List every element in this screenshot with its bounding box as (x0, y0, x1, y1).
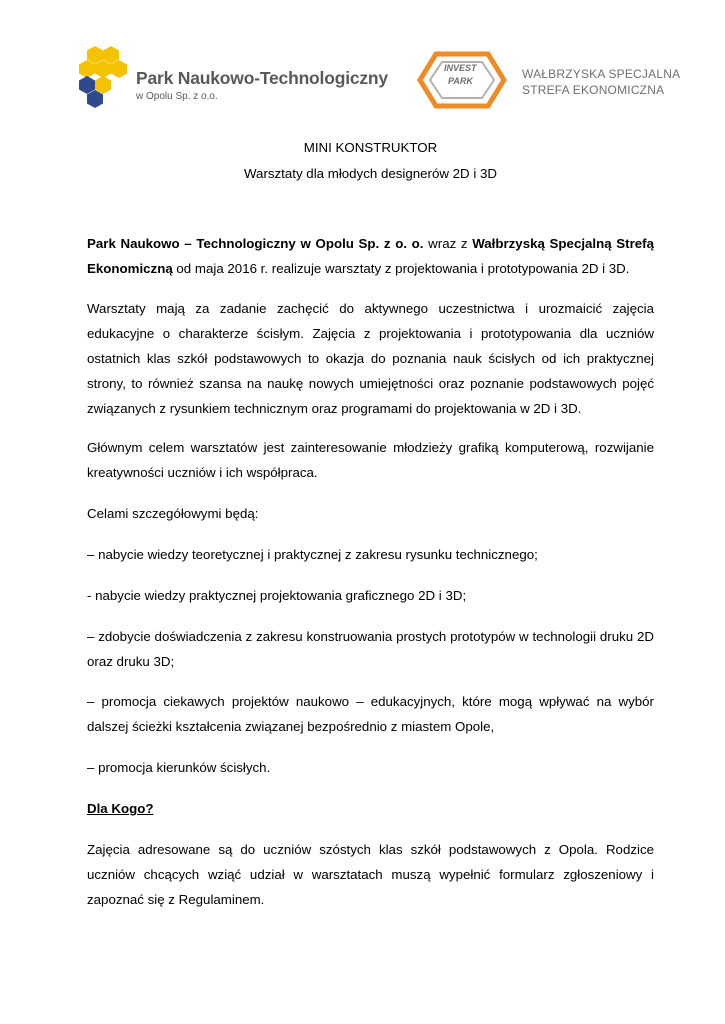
intro-rest: od maja 2016 r. realizuje warsztaty z projektowania i prototypowania 2D i 3D. (172, 261, 630, 276)
wsse-logo-text (522, 66, 680, 98)
heading-dla-kogo: Dla Kogo? (87, 801, 154, 816)
goal-item: – zdobycie doświadczenia z zakresu konstruowania prostych prototypów w technologii druku 2D oraz druku 3D; (87, 629, 654, 669)
wsse-line1: WAŁBRZYSKA SPECJALNA (522, 67, 681, 81)
doc-title: MINI KONSTRUKTOR (303, 140, 438, 155)
paragraph-main-goal: Głównym celem warsztatów jest zainteresowanie młodzieży grafiką komputerową, rozwijanie kreatywności uczniów i ich współpraca. (87, 440, 654, 480)
goal-item: – nabycie wiedzy teoretycznej i praktycznej z zakresu rysunku technicznego; (87, 547, 538, 562)
honeycomb-logo-icon (76, 46, 132, 110)
pnt-name: Park Naukowo-Technologiczny (136, 68, 388, 88)
park-text: PARK (448, 76, 473, 86)
invest-text: INVEST (444, 63, 477, 73)
pnt-logo (76, 46, 388, 110)
pnt-subtitle: w Opolu Sp. z o.o. (136, 91, 218, 102)
document-body (87, 138, 654, 907)
paragraph-purpose: Warsztaty mają za zadanie zachęcić do aktywnego uczestnictwa i urozmaicić zajęcia edukacyjne o charakterze ścisłym. Zajęcia z projektowania i prototypowania dla uczniów ostatnich klas szkół podstawowych to okazja do poznania nauk ścisłych od ich praktycznej strony, to również szansa na naukę nowych umiejętności oraz poznanie podstawowych pojęć związanych z rysunkiem technicznym oraz programami do projektowania w 2D i 3D. (87, 301, 654, 416)
intro-partner-name: Wałbrzyską Specjalną Strefą Ekonomiczną (87, 236, 654, 276)
goal-item: – promocja ciekawych projektów naukowo – edukacyjnych, które mogą wpływać na wybór dalszej ścieżki kształcenia związanej bezpośrednio z miastem Opole, (87, 694, 654, 734)
intro-paragraph (87, 231, 654, 281)
page-header (0, 0, 725, 120)
intro-connector: wraz z (423, 236, 473, 251)
invest-park-logo (416, 50, 508, 110)
goal-item: - nabycie wiedzy praktycznej projektowania graficznego 2D i 3D; (87, 588, 467, 603)
doc-subtitle: Warsztaty dla młodych designerów 2D i 3D (244, 166, 497, 181)
goal-item: – promocja kierunków ścisłych. (87, 760, 271, 775)
intro-org-name: Park Naukowo – Technologiczny w Opolu Sp. z o. o. (87, 236, 424, 251)
paragraph-goals-intro: Celami szczegółowymi będą: (87, 506, 259, 521)
wsse-line2: STREFA EKONOMICZNA (522, 83, 665, 97)
paragraph-dla-kogo: Zajęcia adresowane są do uczniów szóstych klas szkół podstawowych z Opola. Rodzice uczniów chcących wziąć udział w warsztatach muszą wypełnić formularz zgłoszeniowy i zapoznać się z Regulaminem. (87, 842, 654, 907)
